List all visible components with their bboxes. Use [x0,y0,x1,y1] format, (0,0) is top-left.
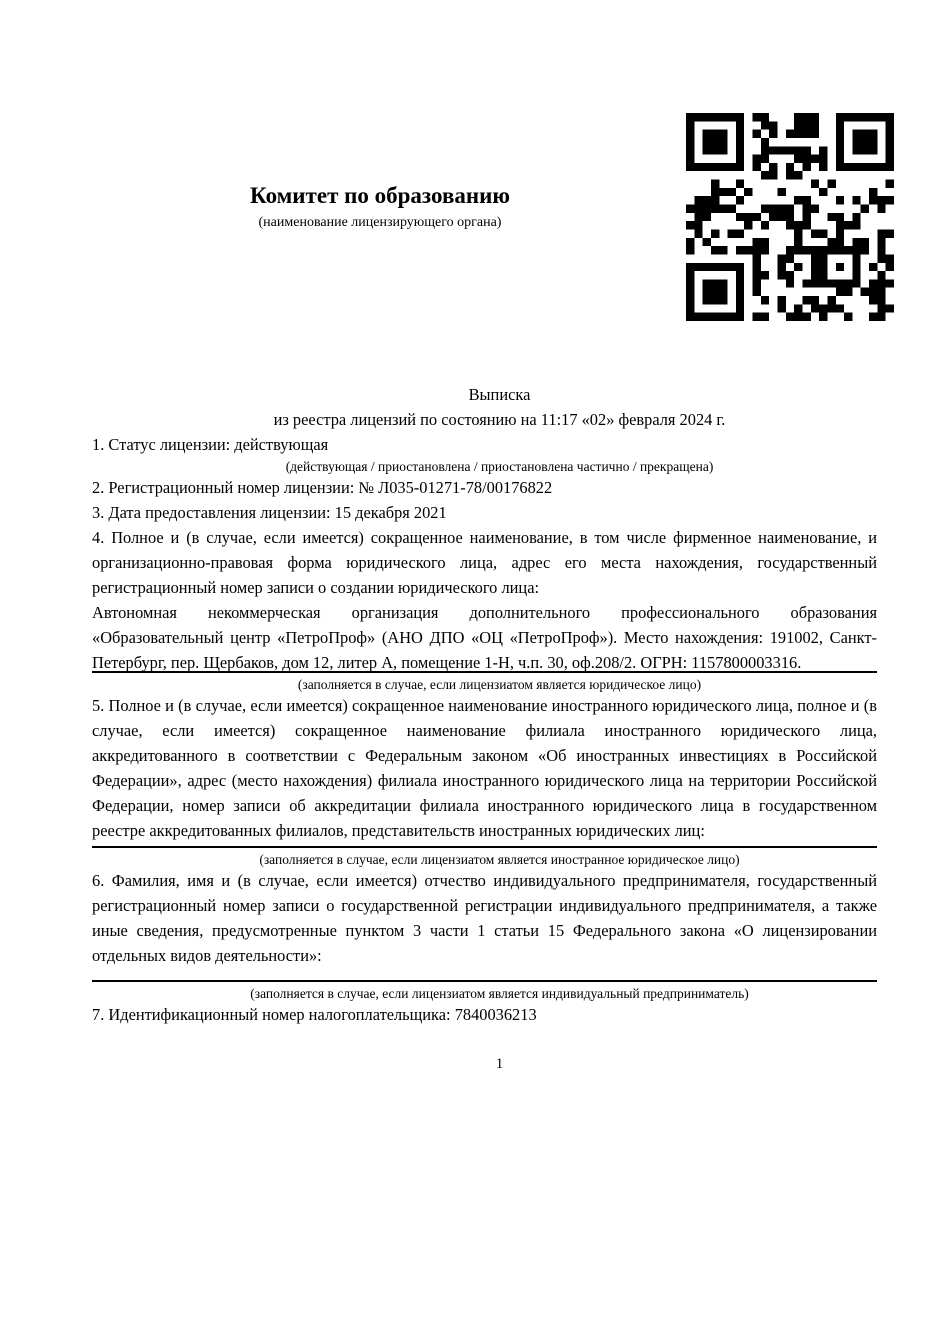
field-registration-number: 2. Регистрационный номер лицензии: № Л035-01271-78/00176822 [92,478,553,497]
field-license-status-caption: (действующая / приостановлена / приостановлена частично / прекращена) [285,459,714,474]
field-foreign-entity-caption: (заполняется в случае, если лицензиатом является иностранное юридическое лицо) [259,852,740,867]
licensing-authority-caption: (наименование лицензирующего органа) [258,215,502,230]
field-legal-entity-value: Автономная некоммерческая организация дополнительного профессионального образования «Образовательный центр «ПетроПроф» (АНО ДПО «ОЦ «ПетроПроф»). Место нахождения: 191002, Санкт-Петербург, пер. Щербаков, дом 12, литер А, помещение 1-Н, ч.п. 30, оф.208/2. ОГРН: 1157800003316. [92,603,877,672]
document-body [92,382,877,1074]
page-number: 1 [495,1056,504,1072]
field-legal-entity-heading: 4. Полное и (в случае, если имеется) сокращенное наименование, в том числе фирменное наименование, и организационно-правовая форма юридического лица, адрес его места нахождения, государственный регистрационный номер записи о создании юридического лица: [92,528,877,597]
field-legal-entity-caption: (заполняется в случае, если лицензиатом является юридическое лицо) [297,677,702,692]
divider-individual-entrepreneur [92,980,877,982]
qr-code-image [686,113,894,321]
field-license-status: 1. Статус лицензии: действующая [92,435,329,454]
field-foreign-entity-heading: 5. Полное и (в случае, если имеется) сокращенное наименование иностранного юридического лица, полное и (в случае, если имеется) сокращенное наименование филиала иностранного юридического лица, аккредитованного в соответствии с Федеральным законом «Об иностранных инвестициях в Российской Федерации», адрес (место нахождения) филиала иностранного юридического лица на территории Российской Федерации, номер записи об аккредитации филиала иностранного юридического лица в государственном реестре аккредитованных филиалов, представительств иностранных юридических лиц: [92,696,877,840]
divider-foreign-entity [92,846,877,848]
document-title-line1: Выписка [468,385,531,404]
licensing-authority-title: Комитет по образованию [250,183,510,208]
document-title [92,382,877,432]
qr-code-icon [686,113,894,321]
field-grant-date: 3. Дата предоставления лицензии: 15 декабря 2021 [92,503,447,522]
field-individual-entrepreneur-caption: (заполняется в случае, если лицензиатом является индивидуальный предприниматель) [250,986,749,1001]
field-individual-entrepreneur-heading: 6. Фамилия, имя и (в случае, если имеется) отчество индивидуального предпринимателя, государственный регистрационный номер записи о государственной регистрации индивидуального предпринимателя, а также иные сведения, предусмотренные пунктом 3 части 1 статьи 15 Федерального закона «О лицензировании отдельных видов деятельности»: [92,871,877,965]
header [0,182,760,232]
field-taxpayer-number: 7. Идентификационный номер налогоплательщика: 7840036213 [92,1005,537,1024]
document-title-line2: из реестра лицензий по состоянию на 11:17 «02» февраля 2024 г. [273,410,726,429]
